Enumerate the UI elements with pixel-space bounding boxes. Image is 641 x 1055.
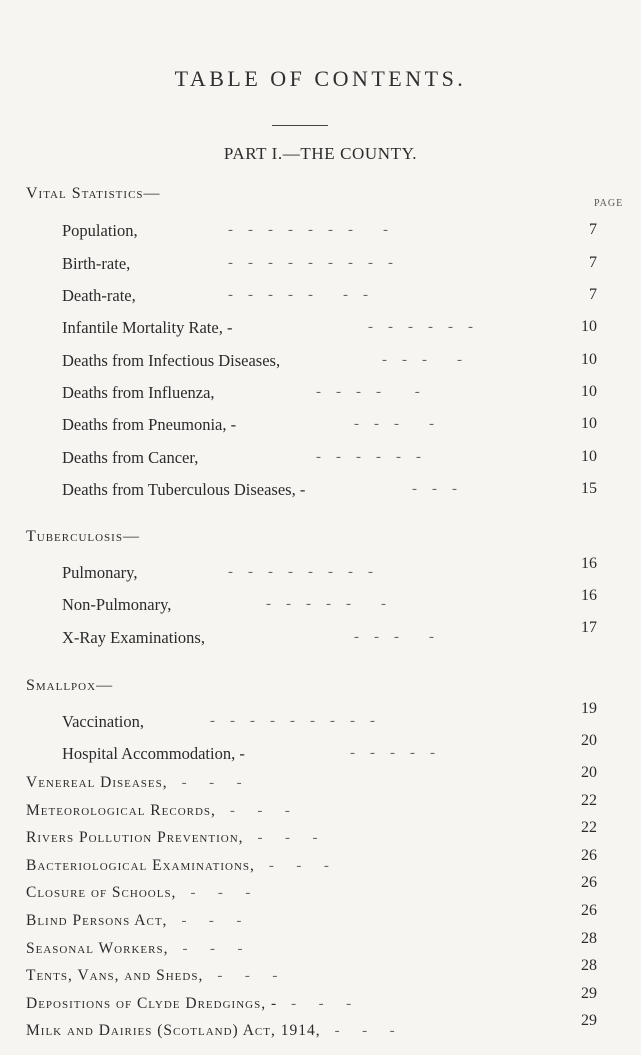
toc-entry-page: 10 <box>581 383 597 400</box>
toc-section-entry: Venereal Diseases, <box>26 774 168 791</box>
leader-dots: - - - <box>217 968 278 985</box>
page-title: TABLE OF CONTENTS. <box>174 66 467 91</box>
title-rule <box>272 125 328 126</box>
leader-dots: - - - - - - - - - <box>228 255 393 271</box>
leader-dots: - - - - - - - - <box>228 564 373 580</box>
section-heading-tuberculosis: Tuberculosis— <box>26 528 140 545</box>
leader-dots: - - - <box>182 940 243 957</box>
toc-entry-page: 22 <box>581 791 597 809</box>
toc-section-entry: Tents, Vans, and Sheds, <box>26 967 204 985</box>
toc-entry-page: 10 <box>581 415 597 432</box>
leader-dots: - - - - - - <box>266 596 386 612</box>
part-title: PART I.—THE COUNTY. <box>223 144 418 163</box>
toc-entry-label: X-Ray Examinations, <box>62 628 205 647</box>
toc-entry-label: Pulmonary, <box>62 563 138 582</box>
leader-dots: - - - <box>229 802 290 819</box>
toc-entry-label: Population, <box>62 221 138 240</box>
toc-entry-page: 15 <box>581 480 597 497</box>
leader-dots: - - - <box>334 1023 395 1040</box>
leader-dots: - - - <box>291 995 352 1012</box>
leader-dots: - - - <box>257 830 318 847</box>
toc-entry-page: 28 <box>581 957 597 975</box>
leader-dots: - - - - - <box>350 745 435 761</box>
toc-entry-page: 7 <box>589 221 597 238</box>
toc-entry-label: Vaccination, <box>62 712 145 731</box>
leader-dots: - - - - <box>382 352 462 368</box>
toc-entry-page: 26 <box>581 846 597 864</box>
toc-entry-label: Hospital Accommodation, - <box>62 744 245 763</box>
leader-dots: - - - <box>190 885 251 902</box>
toc-entry-page: 10 <box>581 318 597 335</box>
toc-entry-page: 20 <box>581 764 597 781</box>
leader-dots: - - - - <box>354 416 434 432</box>
leader-dots: - - - - - - - <box>228 287 368 303</box>
leader-dots: - - - - <box>354 629 434 645</box>
toc-section-entry: Depositions of Clyde Dredgings, - <box>26 994 278 1012</box>
toc-section-entry: Bacteriological Examinations, <box>26 856 255 874</box>
toc-section-entry: Blind Persons Act, <box>26 912 168 929</box>
page-column-header: PAGE <box>594 198 624 209</box>
toc-entry-label: Birth-rate, <box>62 254 131 273</box>
toc-entry-page: 19 <box>581 700 597 717</box>
toc-entry-label: Deaths from Pneumonia, - <box>62 415 237 434</box>
leader-dots: - - - - - - <box>368 319 473 335</box>
toc-section-entry: Milk and Dairies (Scotland) Act, 1914, <box>26 1022 321 1040</box>
leader-dots: - - - <box>268 857 329 874</box>
leader-dots: - - - <box>181 775 242 791</box>
toc-entry-page: 26 <box>581 874 597 892</box>
section-heading-smallpox: Smallpox— <box>26 677 114 694</box>
toc-entry-label: Deaths from Tuberculous Diseases, - <box>62 480 306 499</box>
toc-entry-page: 17 <box>581 619 597 636</box>
section-heading-vital-statistics: Vital Statistics— <box>26 185 161 202</box>
toc-entry-page: 22 <box>581 819 597 837</box>
toc-entry-label: Deaths from Infectious Diseases, <box>62 351 281 370</box>
toc-entry-page: 29 <box>581 984 597 1002</box>
toc-entry-label: Deaths from Influenza, <box>62 383 215 402</box>
toc-entry-page: 10 <box>581 351 597 368</box>
leader-dots: - - - - - - <box>316 449 421 465</box>
toc-entry-label: Infantile Mortality Rate, - <box>62 318 233 337</box>
leader-dots: - - - - - <box>316 384 420 400</box>
toc-section-entry: Meteorological Records, <box>26 801 216 819</box>
toc-section-entry: Rivers Pollution Prevention, <box>26 829 244 847</box>
toc-entry-page: 7 <box>589 286 597 303</box>
leader-dots: - - - <box>412 481 457 497</box>
toc-section-entry: Seasonal Workers, <box>26 939 169 957</box>
toc-entry-page: 16 <box>581 587 597 604</box>
toc-entry-page: 28 <box>581 929 597 947</box>
leader-dots: - - - <box>181 913 242 929</box>
leader-dots: - - - - - - - - - <box>210 713 375 729</box>
leader-dots: - - - - - - - - <box>228 222 388 238</box>
toc-entry-label: Non-Pulmonary, <box>62 595 172 614</box>
toc-entry-page: 10 <box>581 448 597 465</box>
toc-section-entry: Closure of Schools, <box>26 884 177 902</box>
toc-entry-page: 7 <box>589 254 597 271</box>
toc-entry-label: Death-rate, <box>62 286 136 305</box>
toc-entry-page: 26 <box>581 902 597 919</box>
toc-entry-label: Deaths from Cancer, <box>62 448 199 467</box>
toc-entry-page: 16 <box>581 555 597 572</box>
toc-entry-page: 29 <box>581 1012 597 1030</box>
toc-entry-page: 20 <box>581 732 597 749</box>
